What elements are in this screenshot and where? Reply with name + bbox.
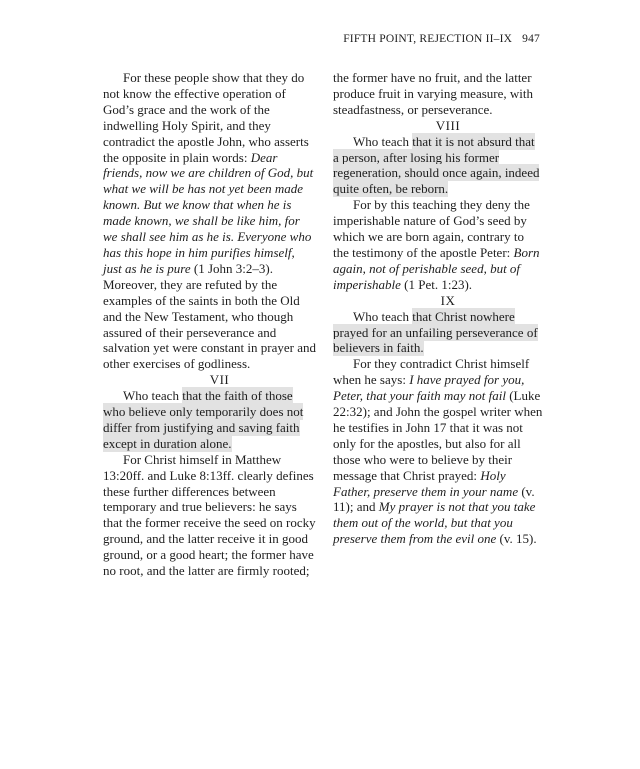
scripture-quote: Born again, not of perishable seed, but of imperishable <box>333 244 540 292</box>
scripture-quote: Holy Father, preserve them in your name <box>333 467 519 499</box>
paragraph-rejection-viii-error <box>328 134 543 198</box>
heading-rejection-vii: VII <box>209 372 230 388</box>
text-run: Who teach <box>353 133 413 149</box>
paragraph-rejection-vii-error <box>98 388 316 452</box>
paragraph-continuation: the former have no fruit, and the latter produce fruit in varying measure, with steadfastness, or perseverance. <box>333 70 533 117</box>
paragraph-rejection-viii-refutation <box>333 197 543 292</box>
text-run: (v. 15). <box>496 531 537 547</box>
right-column <box>333 70 543 547</box>
scripture-quote: I have prayed for you, Peter, that your faith may not fail <box>333 372 525 404</box>
heading-rejection-ix: IX <box>440 292 456 308</box>
text-run: For these people show that they do not know the effective operation of God’s grace and the work of the indwelling Holy Spirit, and they contradict the apostle John, who asserts the opposite in plain words: <box>103 70 309 165</box>
highlighted-text: that it is not absurd that a person, after losing his former regeneration, should once again, indeed quite often, be reborn. <box>333 133 540 197</box>
paragraph-rejection-ix-refutation <box>333 356 543 547</box>
scripture-quote: Dear friends, now we are children of God, but what we will be has not yet been made known. But we know that when he is made known, we shall be like him, for we shall see him as he is. Everyone who has this hope in him purifies himself, just as he is pure <box>103 149 314 276</box>
paragraph-rejection-vii-refutation: For Christ himself in Matthew 13:20ff. and Luke 8:13ff. clearly defines these further differences between temporary and true believers: he says that the former receive the seed on rocky ground, and the latter receive it in good ground, or a good heart; the former have no root, and the latter are firmly rooted; <box>103 451 316 579</box>
text-run: (1 Pet. 1:23). <box>400 276 473 292</box>
text-run: For by this teaching they deny the imperishable nature of God’s seed by which we are born again, contrary to the testimony of the apostle Peter: <box>333 197 530 260</box>
heading-rejection-viii: VIII <box>435 117 461 133</box>
highlighted-text: that Christ nowhere prayed for an unfailing perseverance of believers in faith. <box>333 308 538 356</box>
scripture-quote: My prayer is not that you take them out of the world, but that you preserve them from the evil one <box>333 499 536 547</box>
paragraph-rejection-ix-error <box>328 309 543 357</box>
running-head <box>330 33 540 45</box>
text-run: Who teach <box>353 308 413 324</box>
paragraph-rejection-vi-body <box>103 70 316 372</box>
running-head-title: FIFTH POINT, REJECTION II–IX <box>343 33 513 45</box>
text-run: Who teach <box>123 388 183 404</box>
left-column <box>103 70 316 579</box>
page-number: 947 <box>522 33 540 45</box>
highlighted-text: that the faith of those who believe only temporarily does not differ from justifying and saving faith except in duration alone. <box>103 388 304 451</box>
text-run: For they contradict Christ himself when he says: <box>333 356 530 388</box>
text-run: (Luke 22:32); and John the gospel writer when he testifies in John 17 that it was not only for the apostles, but also for all those who were to believe by their message that Christ prayed: <box>333 388 543 483</box>
text-run: (1 John 3:2–3). Moreover, they are refuted by the examples of the saints in both the Old and the New Testament, who though assured of their perseverance and salvation yet were constant in prayer and other exercises of godliness. <box>103 260 316 372</box>
text-run: (v. 11); and <box>333 483 535 515</box>
